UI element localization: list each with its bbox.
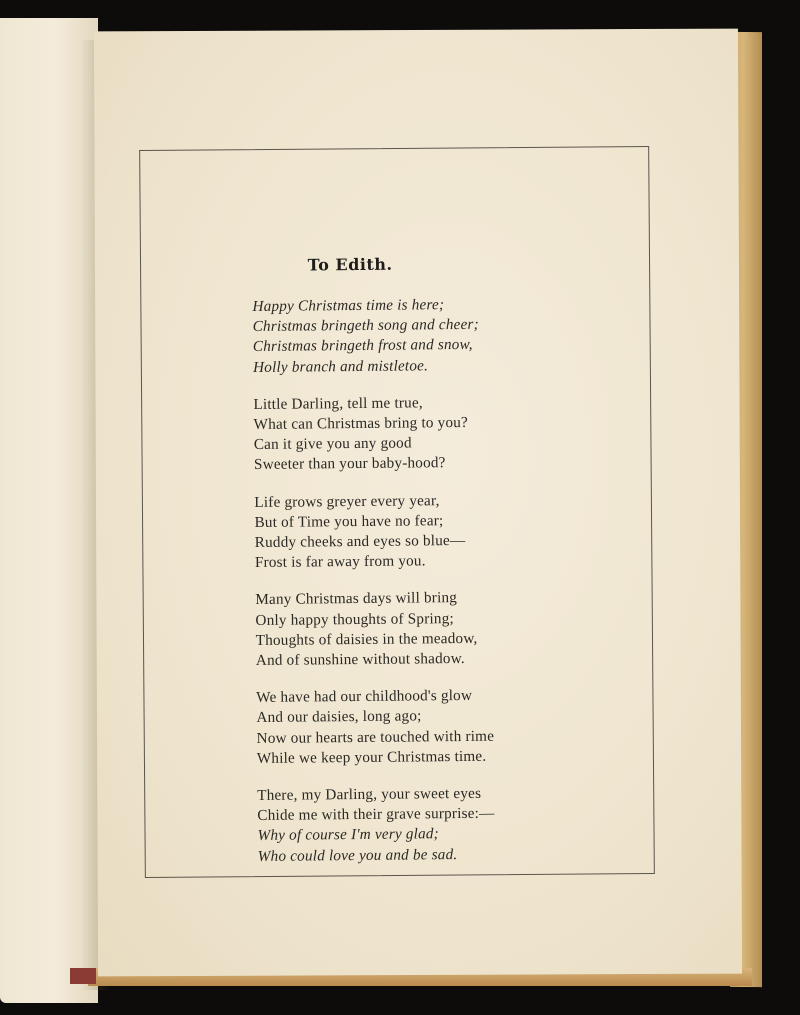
poem-stanzas [252, 293, 637, 866]
stanza [252, 293, 633, 377]
poem-line: Only happy thoughts of Spring; [255, 609, 454, 629]
poem-line: Can it give you any good [253, 434, 412, 454]
poem-line: Holly branch and mistletoe. [252, 356, 429, 376]
poem-line: Now our hearts are touched with rime [256, 727, 495, 747]
poem-line: What can Christmas bring to you? [253, 413, 469, 434]
stanza [257, 782, 638, 866]
poem-line: Chide me with their grave surprise:— [257, 804, 495, 825]
poem-line: Frost is far away from you. [254, 552, 426, 572]
poem-line: Who could love you and be sad. [257, 845, 458, 865]
poem-line: Happy Christmas time is here; [252, 296, 445, 315]
stanza [254, 489, 635, 573]
poem-line: Sweeter than your baby-hood? [253, 454, 446, 474]
stanza [256, 685, 637, 769]
poem-title: To Edith. [307, 254, 393, 275]
poem-line: Christmas bringeth frost and snow, [252, 336, 473, 356]
poem-line: Ruddy cheeks and eyes so blue— [254, 531, 466, 552]
poem-line: Why of course I'm very glad; [257, 825, 439, 845]
stanza [255, 587, 636, 671]
poem [252, 252, 638, 866]
poem-line: While we keep your Christmas time. [256, 747, 487, 767]
poem-line: Christmas bringeth song and cheer; [252, 316, 479, 336]
poem-line: There, my Darling, your sweet eyes [257, 784, 482, 805]
stanza [253, 391, 634, 475]
poem-line: Life grows greyer every year, [254, 491, 440, 511]
poem-line: Little Darling, tell me true, [253, 394, 423, 413]
poem-line: But of Time you have no fear; [254, 512, 444, 531]
poem-line: Many Christmas days will bring [255, 589, 458, 609]
poem-line: And of sunshine without shadow. [255, 650, 465, 670]
poem-line: Thoughts of daisies in the meadow, [255, 629, 478, 649]
poem-line: And our daisies, long ago; [256, 707, 422, 727]
poem-line: We have had our childhood's glow [256, 687, 473, 707]
spine-binding [70, 968, 96, 984]
